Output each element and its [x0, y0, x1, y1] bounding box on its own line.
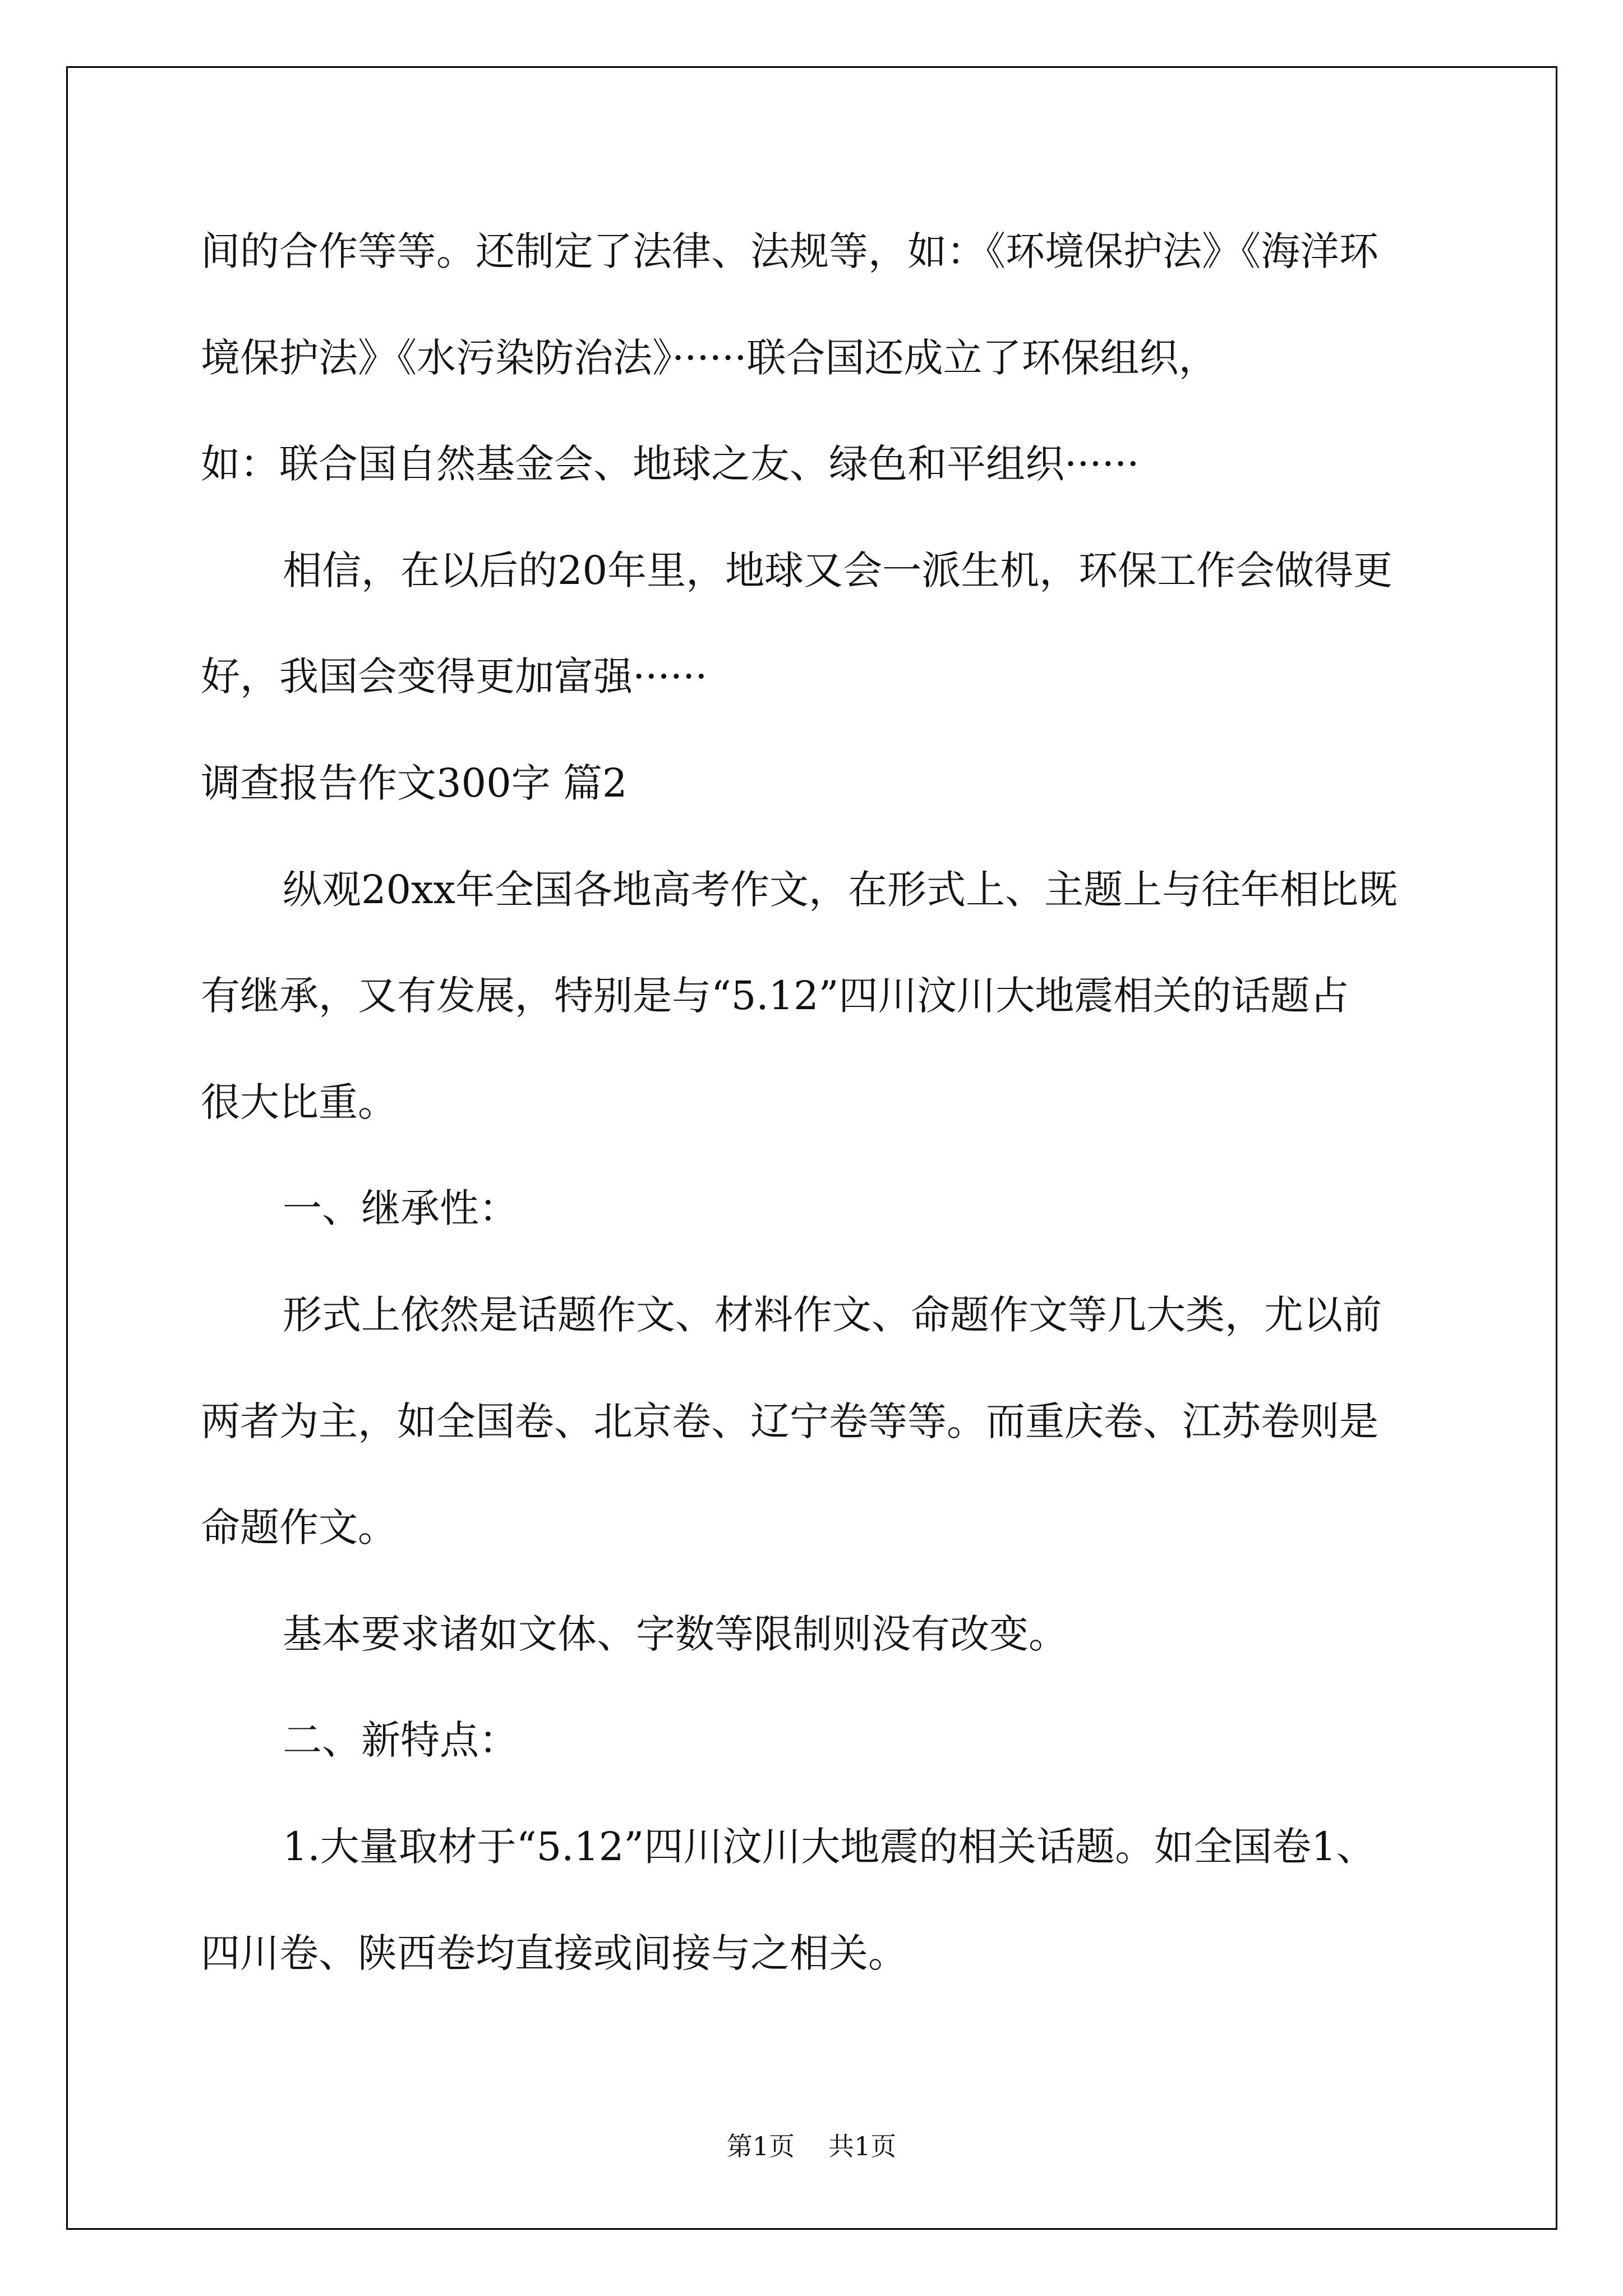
- subsection-title: 一、继承性：: [283, 1185, 518, 1232]
- page-footer: [0, 2129, 1623, 2163]
- paragraph-line: 基本要求诸如文体、字数等限制则没有改变。: [283, 1611, 1068, 1657]
- paragraph-line: 形式上依然是话题作文、材料作文、命题作文等几大类，尤以前: [283, 1291, 1382, 1338]
- paragraph-line: 相信，在以后的20年里，地球又会一派生机，环保工作会做得更: [283, 547, 1393, 593]
- paragraph-line: 境保护法》《水污染防治法》······联合国还成立了环保组织，: [201, 334, 1218, 381]
- paragraph-line: 四川卷、陕西卷均直接或间接与之相关。: [201, 1930, 907, 1976]
- page-total: 共1页: [828, 2131, 897, 2161]
- document-body: [201, 199, 1491, 2007]
- paragraph-line: 很大比重。: [201, 1079, 397, 1125]
- paragraph-line: 1.大量取材于“5.12”四川汶川大地震的相关话题。如全国卷1、: [283, 1823, 1376, 1870]
- paragraph-line: 好，我国会变得更加富强······: [201, 654, 708, 700]
- paragraph-line: 纵观20xx年全国各地高考作文，在形式上、主题上与往年相比既: [283, 866, 1398, 913]
- paragraph-line: 如：联合国自然基金会、地球之友、绿色和平组织······: [201, 441, 1140, 487]
- paragraph-line: 两者为主，如全国卷、北京卷、辽宁卷等等。而重庆卷、江苏卷则是: [201, 1398, 1378, 1444]
- subsection-title: 二、新特点：: [283, 1717, 518, 1764]
- paragraph-line: 间的合作等等。还制定了法律、法规等，如：《环境保护法》《海洋环: [201, 228, 1378, 274]
- page-number: 第1页: [726, 2131, 795, 2161]
- section-heading: 调查报告作文300字 篇2: [201, 760, 628, 806]
- paragraph-line: 命题作文。: [201, 1504, 397, 1551]
- paragraph-line: 有继承，又有发展，特别是与“5.12”四川汶川大地震相关的话题占: [201, 973, 1349, 1019]
